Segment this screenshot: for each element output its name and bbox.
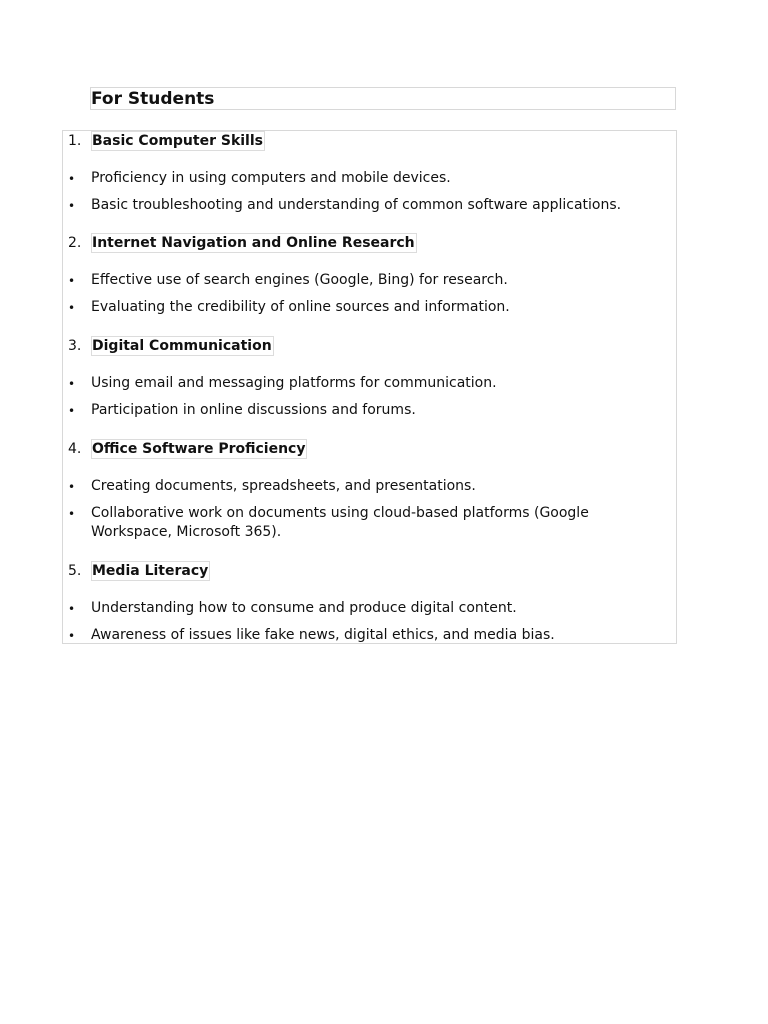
page-title: For Students	[91, 89, 215, 109]
section-title: Basic Computer Skills	[92, 133, 263, 149]
list-item: Effective use of search engines (Google, Bing) for research.	[91, 272, 508, 288]
bullet-icon: •	[68, 274, 76, 288]
list-item: Basic troubleshooting and understanding of common software applications.	[91, 197, 622, 213]
section-title: Media Literacy	[92, 563, 209, 579]
list-item: Participation in online discussions and forums.	[91, 402, 416, 418]
heading-box	[90, 87, 676, 110]
bullet-icon: •	[68, 199, 76, 213]
bullet-icon: •	[68, 301, 76, 315]
list-item: Creating documents, spreadsheets, and presentations.	[91, 478, 476, 494]
bullet-icon: •	[68, 377, 76, 391]
section-title: Office Software Proficiency	[92, 441, 306, 457]
bullet-icon: •	[68, 172, 76, 186]
bullet-icon: •	[68, 480, 76, 494]
list-item: Evaluating the credibility of online sources and information.	[91, 299, 510, 315]
bullet-icon: •	[68, 404, 76, 418]
bullet-icon: •	[68, 602, 76, 616]
list-item: Collaborative work on documents using cloud-based platforms (Google Workspace, Microsoft 365).	[91, 505, 589, 540]
list-item: Awareness of issues like fake news, digital ethics, and media bias.	[91, 627, 555, 643]
section-number: 1.	[68, 133, 82, 149]
section-number: 2.	[68, 235, 82, 251]
list-item: Using email and messaging platforms for communication.	[91, 375, 497, 391]
bullet-icon: •	[68, 507, 76, 521]
skills-list	[62, 130, 677, 644]
section-title: Internet Navigation and Online Research	[92, 235, 415, 251]
bullet-icon: •	[68, 629, 76, 643]
list-item: Understanding how to consume and produce digital content.	[91, 600, 517, 616]
list-item: Proficiency in using computers and mobile devices.	[91, 170, 451, 186]
section-title: Digital Communication	[92, 338, 272, 354]
section-number: 3.	[68, 338, 82, 354]
section-number: 5.	[68, 563, 82, 579]
section-number: 4.	[68, 441, 82, 457]
